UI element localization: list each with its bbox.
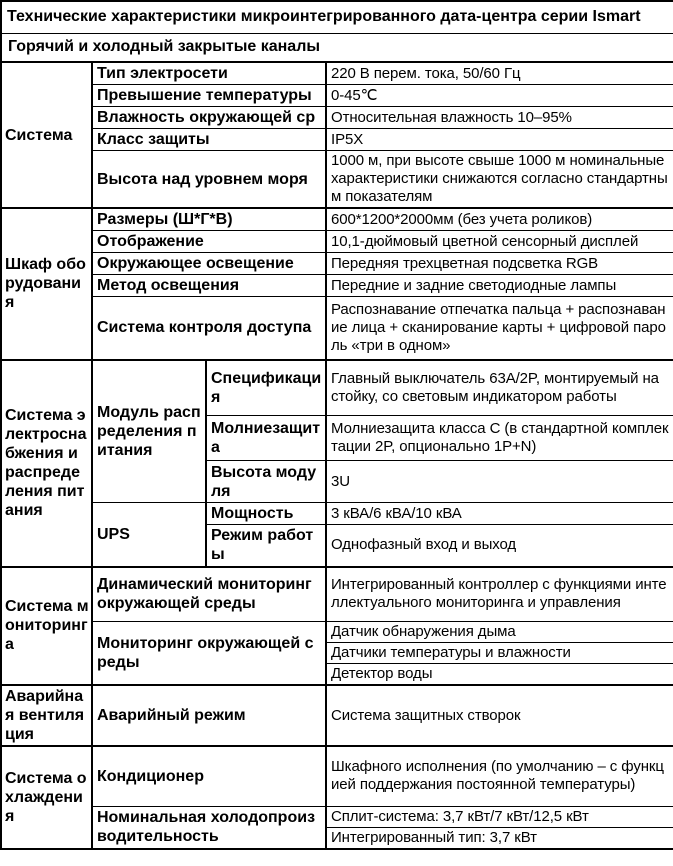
value-cell: 3 кВА/6 кВА/10 кВА xyxy=(326,503,673,525)
value-cell: Датчик обнаружения дыма xyxy=(326,622,673,643)
table-row xyxy=(1,62,673,85)
value-cell: Датчики температуры и влажности xyxy=(326,643,673,664)
table-row xyxy=(1,231,673,253)
param-cell: Динамический мониторинг окружающей среды xyxy=(92,567,326,622)
table-row xyxy=(1,107,673,129)
param-cell: Кондиционер xyxy=(92,746,326,806)
page-title: Технические характеристики микроинтегрированного дата-центра серии Ismart xyxy=(1,1,673,33)
category-cell: Система охлаждения xyxy=(1,746,92,849)
table-row xyxy=(1,151,673,209)
value-cell: 3U xyxy=(326,461,673,503)
param-cell: Класс защиты xyxy=(92,129,326,151)
table-row xyxy=(1,129,673,151)
param-cell: Номинальная холодопроизводительность xyxy=(92,806,326,849)
param-cell: Система контроля доступа xyxy=(92,297,326,360)
value-cell: 220 В перем. тока, 50/60 Гц xyxy=(326,62,673,85)
value-cell: Сплит-система: 3,7 кВт/7 кВт/12,5 кВт xyxy=(326,806,673,827)
category-cell: Система xyxy=(1,62,92,208)
value-cell: 10,1-дюймовый цветной сенсорный дисплей xyxy=(326,231,673,253)
category-cell: Шкаф оборудования xyxy=(1,208,92,360)
category-cell: Система мониторинга xyxy=(1,567,92,686)
value-cell: 0-45℃ xyxy=(326,85,673,107)
value-cell: Интегрированный контроллер с функциями интеллектуального мониторинга и управления xyxy=(326,567,673,622)
param-cell: Высота модуля xyxy=(206,461,326,503)
param-cell: Высота над уровнем моря xyxy=(92,151,326,209)
value-cell: Относительная влажность 10–95% xyxy=(326,107,673,129)
param-cell: Влажность окружающей ср xyxy=(92,107,326,129)
value-cell: 1000 м, при высоте свыше 1000 м номинальные характеристики снижаются согласно стандартным показателям xyxy=(326,151,673,209)
param-cell: Мониторинг окружающей среды xyxy=(92,622,326,686)
value-cell: Интегрированный тип: 3,7 кВт xyxy=(326,827,673,849)
value-cell: IP5X xyxy=(326,129,673,151)
value-cell: Передняя трехцветная подсветка RGB xyxy=(326,253,673,275)
table-row xyxy=(1,746,673,806)
table-row xyxy=(1,85,673,107)
table-row xyxy=(1,685,673,746)
param-cell: Режим работы xyxy=(206,525,326,567)
param-cell: Спецификация xyxy=(206,360,326,416)
param-cell: Окружающее освещение xyxy=(92,253,326,275)
table-row xyxy=(1,622,673,643)
value-cell: 600*1200*2000мм (без учета роликов) xyxy=(326,208,673,231)
table-row xyxy=(1,297,673,360)
value-cell: Шкафного исполнения (по умолчанию – с функцией поддержания постоянной температуры) xyxy=(326,746,673,806)
table-row xyxy=(1,253,673,275)
value-cell: Детектор воды xyxy=(326,664,673,686)
table-row xyxy=(1,567,673,622)
value-cell: Распознавание отпечатка пальца + распознавание лица + сканирование карты + цифровой пароль «три в одном» xyxy=(326,297,673,360)
table-row xyxy=(1,275,673,297)
value-cell: Передние и задние светодиодные лампы xyxy=(326,275,673,297)
value-cell: Главный выключатель 63A/2P, монтируемый на стойку, со световым индикатором работы xyxy=(326,360,673,416)
param-cell: Аварийный режим xyxy=(92,685,326,746)
group-cell: UPS xyxy=(92,503,206,567)
table-row xyxy=(1,503,673,525)
table-row xyxy=(1,806,673,827)
param-cell: Тип электросети xyxy=(92,62,326,85)
param-cell: Превышение температуры xyxy=(92,85,326,107)
title-row xyxy=(1,1,673,33)
param-cell: Мощность xyxy=(206,503,326,525)
value-cell: Молниезащита класса C (в стандартной комплектации 2P, опционально 1P+N) xyxy=(326,416,673,461)
category-cell: Аварийная вентиляция xyxy=(1,685,92,746)
table-row xyxy=(1,208,673,231)
value-cell: Однофазный вход и выход xyxy=(326,525,673,567)
category-cell: Система электроснабжения и распределения питания xyxy=(1,360,92,567)
table-subtitle: Горячий и холодный закрытые каналы xyxy=(1,33,673,62)
group-cell: Модуль распределения питания xyxy=(92,360,206,503)
param-cell: Отображение xyxy=(92,231,326,253)
param-cell: Метод освещения xyxy=(92,275,326,297)
subtitle-row xyxy=(1,33,673,62)
value-cell: Система защитных створок xyxy=(326,685,673,746)
param-cell: Молниезащита xyxy=(206,416,326,461)
param-cell: Размеры (Ш*Г*В) xyxy=(92,208,326,231)
table-row xyxy=(1,360,673,416)
